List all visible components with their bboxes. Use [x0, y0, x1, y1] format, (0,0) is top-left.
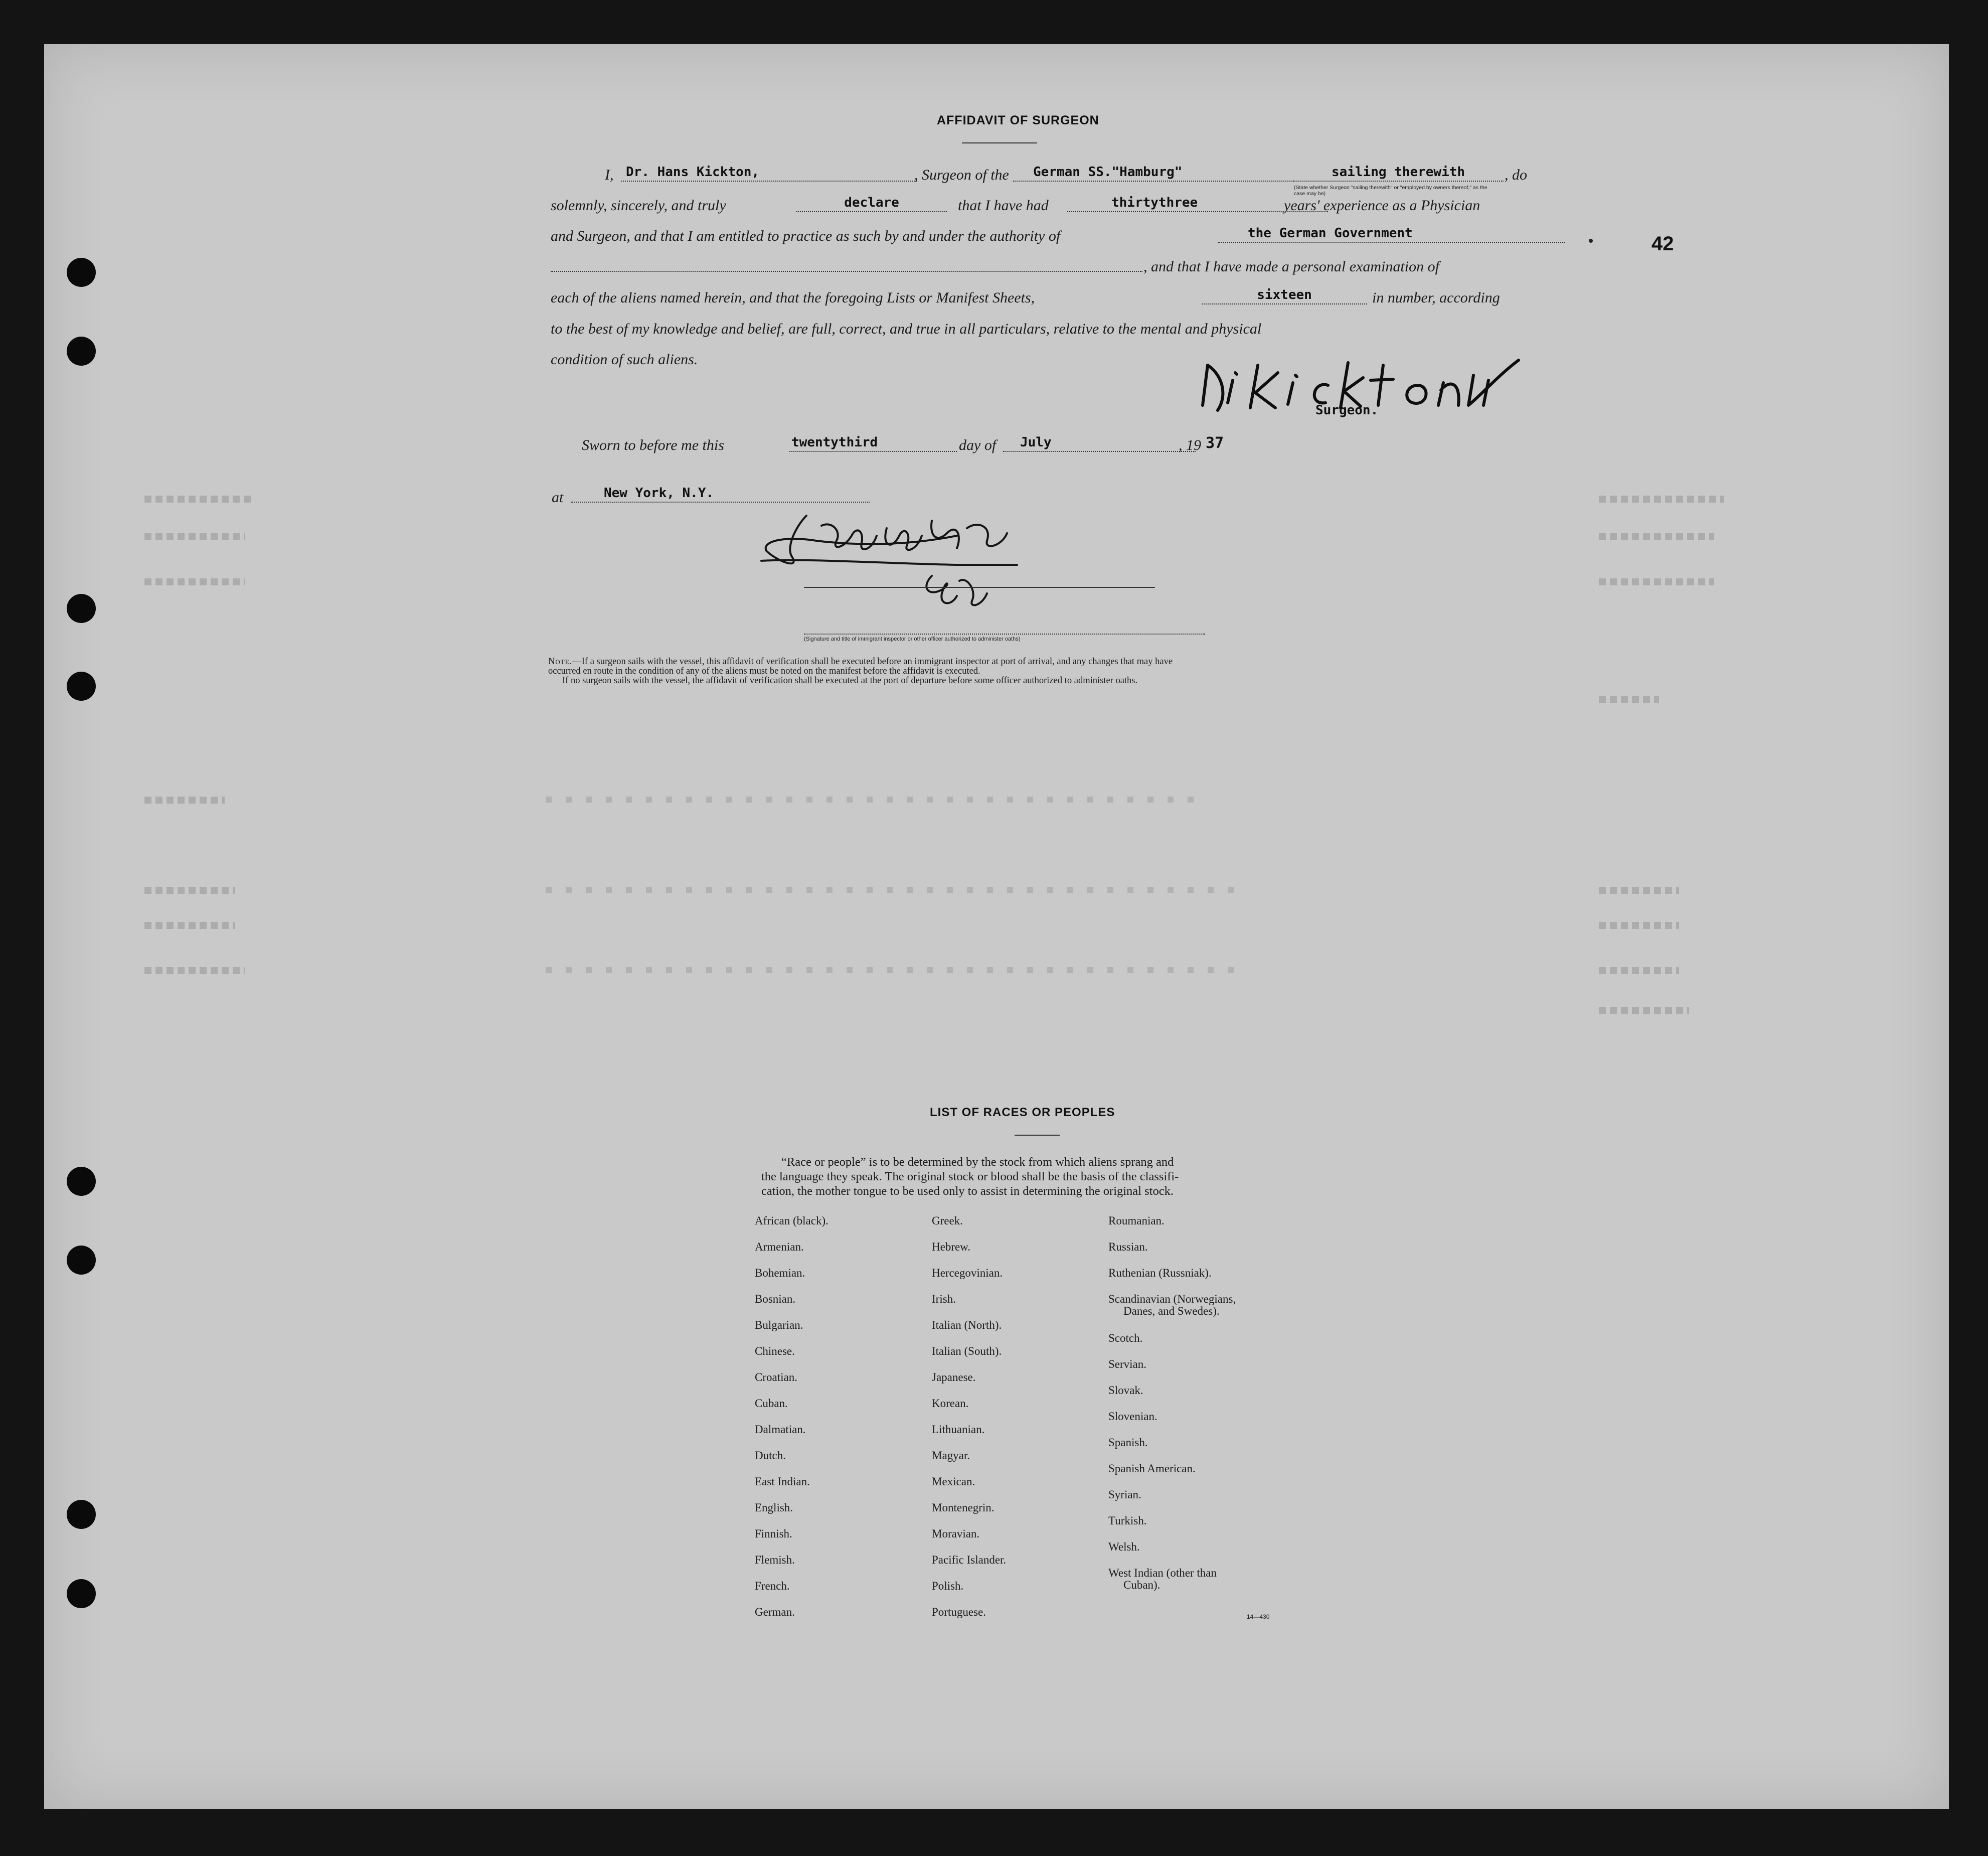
race-item: Armenian. — [755, 1241, 804, 1253]
sworn-day-field — [789, 435, 957, 452]
race-item: Syrian. — [1108, 1488, 1141, 1501]
surgeon-label: Surgeon. — [1315, 403, 1379, 418]
sworn-prefix: Sworn to before me this — [582, 437, 724, 453]
ship-name: German SS."Hamburg" — [1033, 165, 1183, 180]
binder-hole — [67, 1500, 96, 1529]
sheets-count-field — [1202, 287, 1367, 304]
binder-hole — [67, 1246, 96, 1275]
line4-suffix: , and that I have made a personal examination of — [1143, 258, 1439, 275]
inspector-title-line — [804, 634, 1205, 635]
race-item: East Indian. — [755, 1475, 810, 1488]
line7: condition of such aliens. — [551, 351, 698, 368]
signature-caption: (Signature and title of immigrant inspector or other officer authorized to administer oaths) — [804, 636, 1021, 642]
races-intro — [761, 1155, 1179, 1198]
race-item: Cuban). — [1123, 1579, 1161, 1591]
race-item: Hebrew. — [932, 1241, 971, 1253]
race-item: Moravian. — [932, 1527, 980, 1540]
status-field — [1293, 165, 1504, 182]
race-item: Magyar. — [932, 1449, 970, 1462]
race-item: Finnish. — [755, 1527, 792, 1540]
authority-field — [1218, 226, 1565, 243]
declare-value: declare — [844, 195, 899, 210]
stray-mark — [1589, 239, 1593, 243]
races-intro-line-2: the language they speak. The original stock or blood shall be the basis of the classifi- — [761, 1170, 1179, 1183]
sheets-count: sixteen — [1257, 287, 1312, 302]
race-item: Polish. — [932, 1580, 964, 1592]
binder-hole — [67, 1167, 96, 1196]
race-item: Mexican. — [932, 1475, 975, 1488]
binder-hole — [67, 1579, 96, 1608]
line1-suffix: , do — [1505, 167, 1527, 183]
surgeon-name-field — [621, 165, 917, 182]
line3-prefix: and Surgeon, and that I am entitled to practice as such by and under the authority of — [551, 228, 1061, 244]
race-item: English. — [755, 1501, 793, 1514]
line1-prefix: I, — [605, 167, 614, 183]
race-item: Scotch. — [1108, 1332, 1143, 1344]
declare-field — [796, 195, 947, 212]
race-item: Lithuanian. — [932, 1423, 985, 1436]
line2-mid: that I have had — [958, 197, 1049, 214]
race-item: Irish. — [932, 1293, 956, 1305]
race-item: Portuguese. — [932, 1606, 986, 1618]
line2-prefix: solemnly, sincerely, and truly — [551, 197, 726, 214]
sworn-place: New York, N.Y. — [604, 486, 714, 501]
binder-hole — [67, 258, 96, 287]
race-item: Italian (South). — [932, 1345, 1002, 1357]
race-item: German. — [755, 1606, 795, 1618]
sworn-month: July — [1020, 435, 1052, 450]
sworn-year: 37 — [1206, 434, 1224, 452]
authority-continuation-field — [551, 255, 1142, 272]
race-item: Korean. — [932, 1397, 969, 1410]
note-line-3: If no surgeon sails with the vessel, the affidavit of verification shall be executed at the port of departure before some officer authorized to administer oaths. — [562, 676, 1138, 686]
race-item: Italian (North). — [932, 1319, 1002, 1331]
authority-value: the German Government — [1248, 226, 1413, 241]
races-title: LIST OF RACES OR PEOPLES — [930, 1106, 1115, 1119]
races-title-rule — [1015, 1135, 1060, 1136]
note-line-2: occurred en route in the condition of any of the aliens must be noted on the manifest before the affidavit is executed. — [548, 666, 980, 676]
race-item: Russian. — [1108, 1241, 1148, 1253]
race-item: French. — [755, 1580, 790, 1592]
race-item: Hercegovinian. — [932, 1267, 1003, 1279]
affidavit-note — [548, 657, 1173, 686]
ship-field — [1013, 165, 1294, 182]
line5-suffix: in number, according — [1372, 289, 1500, 306]
race-item: Slovenian. — [1108, 1410, 1157, 1423]
form-code: 14—430 — [1247, 1613, 1270, 1620]
binder-hole — [67, 672, 96, 701]
race-item: Montenegrin. — [932, 1501, 995, 1514]
line5-prefix: each of the aliens named herein, and that the foregoing Lists or Manifest Sheets, — [551, 289, 1035, 306]
at-prefix: at — [552, 489, 564, 506]
race-item: Pacific Islander. — [932, 1554, 1007, 1566]
race-item: African (black). — [755, 1214, 829, 1227]
race-item: Spanish American. — [1108, 1462, 1196, 1475]
affidavit-title: AFFIDAVIT OF SURGEON — [937, 113, 1099, 127]
surgeon-status: sailing therewith — [1331, 165, 1465, 180]
race-item: Croatian. — [755, 1371, 797, 1383]
binder-hole — [67, 337, 96, 366]
race-item: Ruthenian (Russniak). — [1108, 1267, 1212, 1279]
note-line-1: —If a surgeon sails with the vessel, this affidavit of verification shall be executed before an immigrant inspector at port of arrival, and any changes that may have — [572, 657, 1173, 667]
line2-suffix: years' experience as a Physician — [1284, 197, 1480, 214]
race-item: Turkish. — [1108, 1514, 1147, 1527]
race-item: Spanish. — [1108, 1436, 1148, 1449]
race-item: Dalmatian. — [755, 1423, 806, 1436]
race-item: Chinese. — [755, 1345, 795, 1357]
race-item: Danes, and Swedes). — [1123, 1305, 1220, 1317]
sworn-month-field — [1003, 435, 1196, 452]
race-item: Dutch. — [755, 1449, 786, 1462]
line1-mid: , Surgeon of the — [914, 167, 1009, 183]
sworn-mid: day of — [959, 437, 997, 453]
title-rule — [962, 142, 1037, 143]
inspector-signature — [756, 506, 1067, 626]
surgeon-name: Dr. Hans Kickton, — [626, 165, 760, 180]
race-item: Greek. — [932, 1214, 963, 1227]
race-item: Japanese. — [932, 1371, 976, 1383]
sworn-year-prefix: , 19 — [1179, 437, 1201, 453]
race-item: Bulgarian. — [755, 1319, 803, 1331]
inspector-signature-line — [804, 587, 1155, 588]
races-intro-line-3: cation, the mother tongue to be used only to assist in determining the original stock. — [761, 1184, 1174, 1198]
document-sheet — [44, 44, 1949, 1809]
status-instruction: (State whether Surgeon "sailing therewith" or "employed by owners thereof," as the case may be) — [1294, 185, 1487, 197]
binder-hole — [67, 594, 96, 623]
page-number: 42 — [1651, 233, 1674, 255]
race-item: West Indian (other than — [1108, 1567, 1217, 1579]
line6: to the best of my knowledge and belief, are full, correct, and true in all particulars, relative to the mental and physical — [551, 321, 1262, 337]
race-item: Bosnian. — [755, 1293, 796, 1305]
race-item: Cuban. — [755, 1397, 788, 1410]
sworn-day: twentythird — [791, 435, 878, 450]
race-item: Servian. — [1108, 1358, 1147, 1370]
place-field — [571, 486, 870, 503]
note-label: Note. — [548, 657, 573, 667]
races-intro-line-1: “Race or people” is to be determined by the stock from which aliens sprang and — [781, 1155, 1174, 1169]
race-item: Welsh. — [1108, 1540, 1140, 1553]
years-value: thirtythree — [1111, 195, 1198, 210]
race-item: Bohemian. — [755, 1267, 805, 1279]
race-item: Roumanian. — [1108, 1214, 1165, 1227]
race-item: Scandinavian (Norwegians, — [1108, 1293, 1236, 1305]
race-item: Slovak. — [1108, 1384, 1143, 1397]
race-item: Flemish. — [755, 1554, 795, 1566]
